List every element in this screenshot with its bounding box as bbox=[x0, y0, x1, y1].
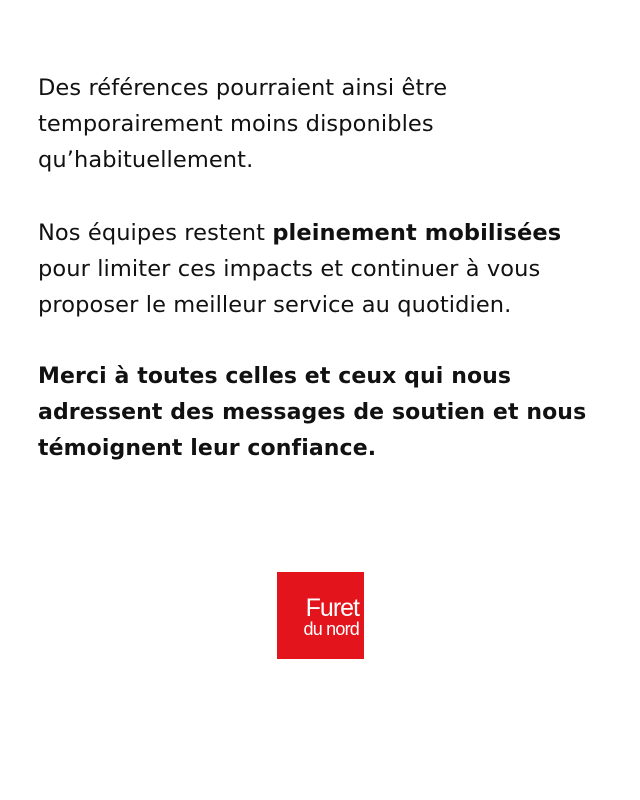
teams-text-bold: pleinement mobilisées bbox=[272, 220, 562, 246]
logo-line-1: Furet bbox=[305, 593, 359, 622]
logo-line-2: du nord bbox=[303, 618, 359, 639]
message-body bbox=[38, 70, 618, 467]
teams-paragraph bbox=[38, 215, 618, 323]
availability-paragraph: Des références pourraient ainsi être temporairement moins disponibles qu’habituellement. bbox=[38, 75, 448, 173]
furet-du-nord-logo bbox=[277, 572, 364, 659]
teams-text-start: Nos équipes restent bbox=[38, 220, 273, 246]
teams-text-end: pour limiter ces impacts et continuer à vous proposer le meilleur service au quotidien. bbox=[38, 256, 541, 318]
thanks-paragraph: Merci à toutes celles et ceux qui nous adressent des messages de soutien et nous témoignent leur confiance. bbox=[38, 364, 587, 461]
